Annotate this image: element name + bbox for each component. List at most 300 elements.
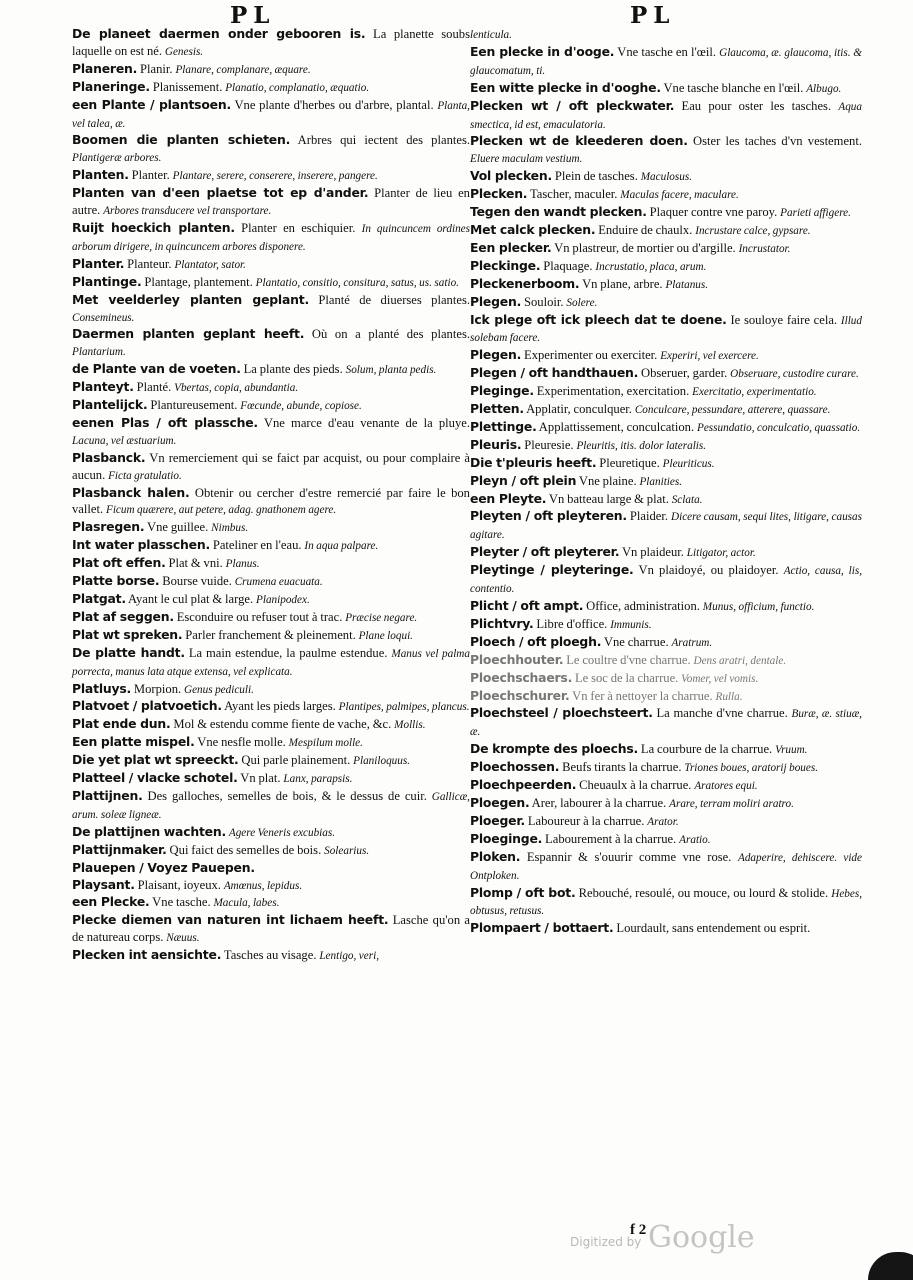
entry-headword: Plegen. [470, 293, 522, 309]
entry-french: Pleuretique. [599, 455, 660, 470]
dictionary-entry [470, 204, 862, 222]
entry-headword: Planeringe. [72, 78, 150, 94]
entry-french: Ayant les pieds larges. [224, 699, 336, 714]
dictionary-entry [470, 437, 862, 455]
dictionary-entry [72, 485, 470, 520]
dictionary-entry [72, 256, 470, 274]
entry-french: Arer, labourer à la charrue. [531, 795, 667, 810]
dictionary-entry [470, 44, 862, 80]
entry-latin: Plantare, serere, conserere, inserere, pangere. [172, 170, 378, 183]
entry-latin: Triones boues, aratorij boues. [684, 762, 819, 775]
dictionary-entry [72, 591, 470, 609]
entry-headword: Plecken wt / oft pleckwater. [470, 97, 675, 113]
dictionary-entry [470, 616, 862, 634]
dictionary-entry [470, 885, 862, 921]
dictionary-entry [72, 379, 470, 397]
entry-headword: De krompte des ploechs. [470, 741, 639, 757]
entry-latin: Præcise negare. [345, 611, 418, 624]
dictionary-entry [470, 80, 862, 98]
entry-french: Arbres qui iectent des plantes. [297, 133, 471, 148]
entry-french: Espannir & s'ouurir comme vne rose. [526, 849, 732, 864]
entry-latin: Eluere maculam vestium. [470, 153, 583, 166]
entry-french: La plante des pieds. [243, 362, 343, 377]
entry-latin: Nimbus. [211, 522, 249, 535]
dictionary-entry [72, 185, 470, 220]
entry-headword: Pleckenerboom. [470, 275, 580, 291]
entry-french: Vn batteau large & plat. [548, 491, 669, 506]
entry-headword: Een plecker. [470, 239, 552, 255]
entry-latin: Pessundatio, conculcatio, quassatio. [697, 421, 861, 434]
right-column [470, 26, 862, 937]
entry-french: Parler franchement & pleinement. [185, 627, 356, 642]
entry-headword: Een platte mispel. [72, 734, 195, 750]
entry-headword: Platluys. [72, 680, 132, 696]
entry-headword: Pleyten / oft pleyteren. [470, 508, 627, 524]
dictionary-entry [470, 562, 862, 598]
entry-french: Vn plat. [240, 771, 281, 786]
dictionary-entry [470, 347, 862, 365]
entry-latin: Vomer, vel vomis. [681, 672, 759, 685]
entry-headword: De plattijnen wachten. [72, 823, 227, 839]
entry-headword: Pleginge. [470, 383, 534, 399]
dictionary-entry [470, 598, 862, 616]
header-right: PL [630, 2, 676, 29]
entry-latin: Sclata. [671, 493, 703, 506]
entry-latin: Vbertas, copia, abundantia. [174, 382, 299, 395]
dictionary-entry [72, 167, 470, 185]
entry-french: Plat & vni. [168, 556, 223, 571]
dictionary-entry [470, 777, 862, 795]
entry-latin: Solearius. [324, 844, 370, 857]
signature-mark: f 2 [630, 1222, 647, 1238]
entry-headword: Plomp / oft bot. [470, 884, 576, 900]
entry-headword: De platte handt. [72, 644, 185, 660]
entry-latin: Planta, vel talea, æ. [72, 99, 470, 130]
dictionary-entry [72, 627, 470, 645]
dictionary-entry [72, 842, 470, 860]
dictionary-entry [72, 415, 470, 450]
dictionary-entry [470, 920, 862, 937]
dictionary-entry [72, 326, 470, 361]
entry-french: La courbure de la charrue. [640, 742, 773, 757]
dictionary-entry [470, 276, 862, 294]
entry-french: Cheuaulx à la charrue. [579, 778, 692, 793]
entry-headword: Ploech / oft ploegh. [470, 633, 602, 649]
entry-french: Ayant le cul plat & large. [128, 592, 254, 606]
dictionary-entry [72, 877, 470, 895]
dictionary-entry [470, 383, 862, 401]
entry-french: Esconduire ou refuser tout à trac. [176, 609, 343, 624]
dictionary-entry [72, 912, 470, 947]
entry-headword: Platgat. [72, 591, 126, 606]
entry-headword: Plasbanck. [72, 449, 146, 465]
entry-latin: Arare, terram moliri aratro. [669, 797, 794, 810]
entry-latin: Ficta gratulatio. [108, 469, 182, 482]
entry-latin: Ficum quærere, aut petere, adag. gnathonem agere. [105, 504, 337, 517]
entry-headword: Plompaert / bottaert. [470, 920, 614, 936]
dictionary-entry [470, 795, 862, 813]
dictionary-entry [470, 168, 862, 186]
entry-french: Oster les taches d'vn vestement. [693, 134, 862, 149]
dictionary-entry [470, 831, 862, 849]
entry-headword: Planten. [72, 167, 129, 183]
dictionary-entry [72, 824, 470, 842]
entry-headword: Plantelijck. [72, 397, 148, 413]
dictionary-entry [470, 652, 862, 670]
dictionary-entry [72, 645, 470, 681]
entry-latin: Plane loqui. [358, 629, 413, 642]
entry-french: Pleuresie. [524, 437, 574, 452]
dictionary-entry [470, 365, 862, 383]
entry-headword: Met calck plecken. [470, 221, 596, 237]
entry-headword: Plecken int aensichte. [72, 947, 222, 963]
entry-latin: Planities. [639, 475, 683, 488]
watermark-brand: Google [648, 1220, 755, 1255]
entry-latin: Incrustator. [738, 242, 791, 255]
entry-headword: Platte borse. [72, 573, 160, 589]
entry-headword: Pleyter / oft pleyterer. [470, 544, 620, 560]
entry-headword: Plantinge. [72, 273, 142, 289]
entry-latin: In aqua palpare. [304, 540, 379, 553]
entry-latin: Pleuriticus. [662, 457, 715, 470]
entry-french: Enduire de chaulx. [598, 222, 693, 237]
entry-french: Qui faict des semelles de bois. [169, 842, 322, 857]
entry-latin: Genesis. [164, 45, 204, 58]
entry-french: Beufs tirants la charrue. [562, 760, 682, 775]
entry-headword: Plichtvry. [470, 615, 534, 631]
entry-headword: Plasbanck halen. [72, 484, 190, 500]
entry-headword: Plegen / oft handthauen. [470, 365, 639, 381]
entry-latin: Plantipes, palmipes, plancus. [338, 701, 470, 714]
dictionary-entry [72, 132, 470, 167]
dictionary-entry [470, 455, 862, 473]
entry-latin: Planipodex. [256, 594, 310, 606]
entry-latin: Aratrum. [671, 636, 713, 649]
entry-headword: Ploechhouter. [470, 651, 564, 667]
entry-headword: Pletten. [470, 401, 524, 417]
dictionary-entry [470, 634, 862, 652]
entry-headword: Een plecke in d'ooge. [470, 43, 615, 59]
entry-headword: Platteel / vlacke schotel. [72, 770, 238, 786]
dictionary-entry [72, 609, 470, 627]
dictionary-entry [72, 734, 470, 752]
entry-headword: Int water plasschen. [72, 537, 210, 553]
entry-french: Le coultre d'vne charrue. [566, 652, 691, 667]
entry-headword: Ploegen. [470, 794, 530, 810]
entry-french: Obseruer, garder. [641, 366, 728, 381]
dictionary-entry [470, 401, 862, 419]
dictionary-entry [72, 860, 470, 877]
entry-french: Planter. [131, 168, 170, 183]
entry-headword: Ploeger. [470, 812, 525, 828]
entry-latin: lenticula. [470, 29, 512, 41]
entry-headword: Planeren. [72, 60, 138, 76]
entry-french: Plaquage. [543, 258, 593, 273]
entry-headword: een Plecke. [72, 894, 150, 910]
entry-headword: Plettinge. [470, 418, 537, 434]
entry-french: Vne marce d'eau venante de la pluye. [263, 415, 470, 430]
dictionary-entry [72, 894, 470, 912]
left-column [72, 26, 470, 965]
dictionary-entry [470, 759, 862, 777]
entry-latin: Solere. [566, 296, 598, 309]
entry-french: Vne tasche. [152, 895, 211, 910]
entry-headword: Plattijnmaker. [72, 841, 167, 857]
dictionary-entry [72, 537, 470, 555]
entry-latin: Lacuna, vel æstuarium. [72, 434, 177, 447]
entry-headword: Plegen. [470, 347, 522, 363]
dictionary-entry [72, 220, 470, 256]
entry-headword: Plecke diemen van naturen int lichaem heeft. [72, 912, 389, 928]
entry-headword: Met veelderley planten geplant. [72, 291, 309, 307]
entry-french: Planteur. [127, 256, 172, 271]
entry-latin: Arbores transducere vel transportare. [103, 205, 272, 218]
dictionary-entry [72, 61, 470, 79]
entry-latin: Planus. [225, 558, 260, 571]
entry-latin: Incrustatio, placa, arum. [595, 260, 707, 273]
entry-french: Planter en eschiquier. [241, 220, 356, 235]
entry-latin: Experiri, vel exercere. [660, 350, 759, 363]
entry-latin: Mollis. [394, 719, 426, 732]
entry-french: Le soc de la charrue. [574, 670, 679, 685]
entry-latin: Adaperire, dehiscere. vide Ontploken. [470, 851, 862, 882]
entry-french: Tasches au visage. [223, 948, 317, 963]
entry-french: Vn plaideur. [621, 545, 684, 560]
dictionary-entry [470, 688, 862, 706]
entry-headword: Plecken. [470, 186, 528, 202]
dictionary-entry [470, 133, 862, 168]
dictionary-entry [470, 849, 862, 885]
digitized-watermark [570, 1220, 770, 1260]
entry-latin: Planiloquus. [353, 755, 410, 768]
dictionary-entry [72, 555, 470, 573]
entry-latin: Fœcunde, abunde, copiose. [240, 400, 362, 413]
entry-french: Libre d'office. [536, 616, 608, 631]
dictionary-entry [470, 741, 862, 759]
entry-french: Applattissement, conculcation. [538, 419, 695, 434]
entry-headword: De planeet daermen onder gebooren is. [72, 26, 366, 41]
dictionary-entry [470, 705, 862, 741]
entry-french: Tascher, maculer. [529, 187, 618, 202]
entry-headword: een Pleyte. [470, 490, 547, 506]
entry-headword: een Plante / plantsoen. [72, 96, 231, 112]
entry-headword: Plasregen. [72, 519, 145, 535]
entry-headword: Ploechschaers. [470, 669, 573, 685]
entry-french: Planir. [140, 61, 173, 76]
entry-headword: Planter. [72, 255, 125, 271]
entry-latin: Vruum. [775, 744, 808, 757]
entry-latin: Planare, complanare, æquare. [175, 63, 311, 76]
entry-latin: Lanx, parapsis. [283, 773, 353, 786]
dictionary-entry [72, 519, 470, 537]
entry-french: Vne plaine. [578, 473, 637, 488]
dictionary-entry [72, 573, 470, 591]
entry-french: Morpion. [133, 681, 182, 696]
entry-latin: Litigator, actor. [686, 547, 756, 560]
entry-french: La main estendue, la paulme estendue. [188, 645, 388, 660]
entry-french: Experimenter ou exerciter. [524, 348, 658, 363]
entry-latin: Rulla. [715, 690, 743, 703]
entry-latin: Parieti affigere. [780, 207, 851, 220]
dictionary-entry [470, 508, 862, 544]
entry-french: Vn plane, arbre. [582, 276, 663, 291]
entry-headword: Boomen die planten schieten. [72, 132, 291, 148]
entry-headword: Ploeginge. [470, 830, 543, 846]
entry-french: Où on a planté des plantes. [311, 327, 470, 342]
entry-french: Qui parle plainement. [241, 753, 351, 768]
dictionary-entry [470, 544, 862, 562]
entry-latin: In quincuncem ordines arborum dirigere, in quincuncem arbores disponere. [72, 222, 470, 253]
entry-latin: Maculosus. [640, 171, 692, 184]
entry-french: Vne tasche en l'œil. [617, 44, 716, 59]
entry-french: Laboureur à la charrue. [527, 813, 645, 828]
entry-headword: Platvoet / platvoetich. [72, 698, 222, 714]
dictionary-entry [470, 491, 862, 509]
entry-french: Obtenir ou cercher d'estre remercié par faire le bon vallet. [72, 485, 470, 517]
entry-latin: Plantator, sator. [174, 258, 246, 271]
dictionary-entry [72, 698, 470, 716]
watermark-prefix: Digitized by [570, 1235, 642, 1249]
entry-latin: Incrustare calce, gypsare. [695, 224, 811, 237]
entry-headword: Plattijnen. [72, 787, 143, 803]
dictionary-entry [72, 716, 470, 734]
entry-headword: de Plante van de voeten. [72, 361, 241, 377]
dictionary-entry [470, 98, 862, 134]
entry-latin: Genus pediculi. [184, 683, 254, 696]
entry-headword: Plat oft effen. [72, 555, 166, 571]
entry-latin: Macula, labes. [213, 897, 280, 910]
entry-french: Planissement. [152, 79, 223, 94]
entry-latin: Pleuritis, itis. dolor lateralis. [576, 439, 707, 452]
entry-latin: Munus, officium, functio. [702, 601, 815, 613]
entry-french: Lasche qu'on a de natureau corps. [72, 913, 471, 945]
entry-headword: Planteyt. [72, 379, 134, 395]
entry-latin: Illud solebam facere. [470, 314, 862, 345]
entry-french: Planter de lieu en autre. [72, 186, 470, 218]
entry-french: Planté de diuerses plantes. [318, 292, 470, 307]
entry-french: Eau pour oster les tasches. [681, 98, 832, 113]
entry-french: Planté. [136, 380, 172, 395]
entry-latin: Immunis. [610, 618, 652, 631]
dictionary-entry [72, 397, 470, 415]
entry-latin: Gallicæ, arum. soleæ ligneæ. [72, 790, 470, 821]
entry-latin: Agere Veneris excubias. [228, 826, 336, 839]
entry-french: Plantage, plantement. [144, 274, 253, 289]
entry-latin: Maculas facere, maculare. [620, 189, 739, 202]
entry-headword: Pleckinge. [470, 257, 541, 273]
entry-french: Pateliner en l'eau. [212, 538, 302, 553]
entry-french: Vn plastreur, de mortier ou d'argille. [554, 240, 736, 255]
dictionary-entry [470, 312, 862, 348]
dictionary-entry [470, 294, 862, 312]
entry-french: Vn remerciement qui se faict par acquist, ou pour complaire à aucun. [72, 450, 470, 482]
entry-french: Ie souloye faire cela. [730, 312, 838, 327]
entry-latin: Lentigo, veri, [319, 950, 379, 963]
entry-headword: Plicht / oft ampt. [470, 598, 584, 613]
entry-headword: Ploken. [470, 848, 521, 864]
entry-latin: Dens aratri, dentale. [693, 654, 787, 667]
entry-french: Des galloches, semelles de bois, & le dessus de cuir. [147, 788, 427, 803]
entry-french: Souloir. [524, 294, 564, 309]
entry-latin: Solum, planta pedis. [345, 364, 437, 377]
entry-latin: Amœnus, lepidus. [223, 879, 303, 892]
entry-latin: Buræ, æ. stiuæ, æ. [470, 708, 862, 739]
dictionary-entry [72, 361, 470, 379]
dictionary-entry [72, 292, 470, 327]
entry-headword: Plat ende dun. [72, 716, 171, 732]
dictionary-entry [470, 419, 862, 437]
entry-headword: Playsant. [72, 876, 135, 892]
dictionary-entry [72, 770, 470, 788]
entry-french: Office, administration. [586, 599, 700, 613]
entry-headword: Ploechsteel / ploechsteert. [470, 705, 653, 721]
entry-headword: Daermen planten geplant heeft. [72, 326, 305, 342]
dictionary-entry [72, 681, 470, 699]
entry-latin: Albugo. [806, 82, 842, 95]
entry-headword: Planten van d'een plaetse tot ep d'ander. [72, 185, 369, 201]
dictionary-entry [72, 947, 470, 965]
page-corner-shadow [868, 1252, 913, 1280]
entry-french: La planette soubs laquelle on est né. [72, 27, 470, 58]
entry-french: Vne tasche blanche en l'œil. [663, 80, 804, 95]
dictionary-entry [470, 670, 862, 688]
entry-french: Plaisant, ioyeux. [137, 877, 221, 892]
entry-headword: Die t'pleuris heeft. [470, 454, 597, 470]
entry-latin: Plantarium. [72, 346, 126, 359]
entry-french: Mol & estendu comme fiente de vache, &c. [173, 717, 392, 732]
entry-headword: Pleuris. [470, 436, 522, 452]
entry-headword: Ick plege oft ick pleech dat te doene. [470, 311, 727, 327]
dictionary-entry [470, 473, 862, 491]
entry-latin: Aratio. [679, 833, 711, 846]
entry-latin: Crumena euacuata. [234, 576, 323, 589]
dictionary-entry [72, 788, 470, 824]
entry-headword: Ploechossen. [470, 759, 560, 775]
entry-latin: Aratores equi. [694, 780, 758, 793]
entry-headword: Plat wt spreken. [72, 626, 183, 642]
entry-headword: Ploechschurer. [470, 687, 570, 703]
entry-french: Vn fer à nettoyer la charrue. [572, 688, 713, 703]
entry-french: Bourse vuide. [162, 574, 232, 589]
entry-french: Lourdault, sans entendement ou esprit. [616, 921, 811, 936]
dictionary-entry [470, 186, 862, 204]
dictionary-entry [470, 222, 862, 240]
entry-latin: Hebes, obtusus, retusus. [470, 887, 862, 918]
entry-headword: Een witte plecke in d'ooghe. [470, 79, 661, 95]
entry-french: Vne charrue. [603, 634, 669, 649]
entry-latin: Plantatio, consitio, consitura, satus, us. satio. [255, 276, 459, 289]
entry-latin: Manus vel palma porrecta, manus lata atque extensa, vel explicata. [72, 647, 470, 678]
entry-french: Vn plaidoyé, ou plaidoyer. [638, 563, 779, 578]
entry-latin: Consemineus. [72, 311, 135, 324]
entry-latin: Plantigeræ arbores. [72, 152, 162, 165]
entry-latin: Dicere causam, sequi lites, litigare, causas agitare. [470, 511, 862, 542]
entry-french: Rebouché, resoulé, ou mouce, ou lourd & stolide. [578, 885, 829, 900]
entry-latin: Aqua smectica, id est, emaculatoria. [470, 100, 862, 131]
entry-french: Plaider. [629, 509, 669, 524]
entry-latin: Næuus. [166, 932, 200, 945]
dictionary-entry [72, 450, 470, 485]
entry-latin: Arator. [647, 815, 679, 828]
entry-french: Labourement à la charrue. [545, 831, 677, 846]
entry-latin: Glaucoma, æ. glaucoma, itis. & glaucomatum, ti. [470, 46, 862, 77]
dictionary-entry [470, 26, 862, 44]
entry-french: Experimentation, exercitation. [536, 384, 690, 399]
entry-french: Vne plante d'herbes ou d'arbre, plantal. [234, 97, 434, 112]
entry-latin: Platanus. [665, 278, 709, 291]
entry-latin: Actio, causa, lis, contentio. [470, 565, 862, 596]
entry-headword: Ploechpeerden. [470, 777, 577, 793]
